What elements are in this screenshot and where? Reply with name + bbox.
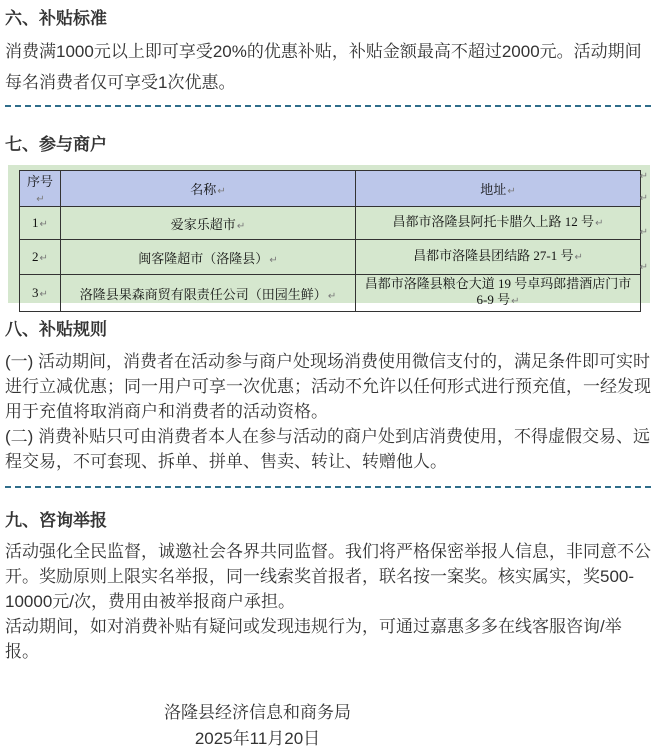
paragraph-mark-icon: ↵: [327, 290, 337, 302]
paragraph-mark-icon: ↵: [639, 193, 648, 204]
paragraph-mark-icon: ↵: [39, 253, 48, 264]
cell-text: 闽客隆超市（洛隆县）: [138, 250, 269, 266]
section-heading-rules: 八、补贴规则: [5, 320, 107, 339]
paragraph-mark-icon: ↵: [269, 254, 278, 266]
column-header-name: [61, 171, 356, 207]
cell-merchant-address: [356, 275, 641, 312]
issue-date: 2025年11月20日: [194, 729, 321, 748]
cell-text: 1: [32, 215, 39, 230]
cell-text: 爱家乐超市: [170, 216, 236, 232]
column-header-label: 地址: [480, 182, 507, 197]
cell-text: 2: [32, 249, 39, 264]
cell-merchant-name: [61, 207, 356, 240]
paragraph-mark-icon: ↵: [639, 262, 648, 273]
paragraph-mark-icon: ↵: [39, 219, 48, 230]
paragraph-mark-icon: ↵: [595, 218, 604, 229]
cell-index: [20, 275, 61, 312]
issuing-organization: 洛隆县经济信息和商务局: [164, 703, 351, 722]
column-header-address: [356, 171, 641, 207]
cell-merchant-name: [61, 240, 356, 275]
paragraph-mark-icon: ↵: [39, 289, 48, 300]
paragraph-mark-icon: ↵: [639, 171, 648, 182]
merchant-table-block: [8, 165, 650, 307]
cell-merchant-address: [356, 207, 641, 240]
signature-block: [5, 700, 510, 752]
paragraph-mark-icon: ↵: [217, 186, 226, 197]
cell-index: [20, 240, 61, 275]
cell-text: 3: [32, 285, 39, 300]
paragraph-mark-icon: ↵: [574, 252, 583, 263]
subsidy-standard-paragraph: 消费满1000元以上即可享受20%的优惠补贴，补贴金额最高不超过2000元。活动期间每名消费者仅可享受1次优惠。: [5, 42, 642, 92]
paragraph-mark-icon: ↵: [511, 296, 520, 307]
cell-text: 昌都市洛隆县粮仓大道 19 号卓玛郎措酒店门市 6-9 号: [364, 276, 632, 307]
report-paragraph-2: 活动期间，如对消费补贴有疑问或发现违规行为，可通过嘉惠多多在线客服咨询/举报。: [5, 617, 622, 661]
cell-index: [20, 207, 61, 240]
paragraph-mark-icon: ↵: [507, 186, 516, 197]
cell-merchant-address: [356, 240, 641, 275]
paragraph-mark-icon: ↵: [36, 194, 45, 205]
rules-paragraph-2: (二) 消费补贴只可由消费者本人在参与活动的商户处到店消费使用，不得虚假交易、远程交易，不可套现、拆单、拼单、售卖、转让、转赠他人。: [5, 427, 651, 471]
column-header-label: 序号: [26, 174, 53, 189]
report-paragraph-1: 活动强化全民监督，诚邀社会各界共同监督。我们将严格保密举报人信息，非同意不公开。奖励原则上限实名举报，同一线索奖首报者，联名按一案奖。核实属实，奖500-10000元/次，费用由被举报商户承担。: [5, 542, 651, 611]
section-heading-subsidy-standard: 六、补贴标准: [5, 9, 107, 28]
dashed-divider: [5, 105, 651, 107]
dashed-divider: [5, 486, 651, 488]
cell-merchant-name: [61, 275, 356, 312]
cell-text: 昌都市洛隆县团结路 27-1 号: [413, 248, 574, 263]
rules-paragraph-1: (一) 活动期间，消费者在活动参与商户处现场消费使用微信支付的，满足条件即可实时进行立减优惠；同一用户可享一次优惠；活动不允许以任何形式进行预充值，一经发现用于充值将取消商户和消费者的活动资格。: [5, 352, 651, 421]
table-row: [20, 207, 641, 240]
merchant-table: [19, 170, 641, 312]
cell-text: 昌都市洛隆县阿托卡腊久上路 12 号: [392, 214, 595, 229]
paragraph-mark-icon: ↵: [236, 220, 246, 232]
column-header-index: [20, 171, 61, 207]
section-heading-merchants: 七、参与商户: [5, 135, 107, 154]
table-row: [20, 275, 641, 312]
table-header-row: [20, 171, 641, 207]
table-row: [20, 240, 641, 275]
paragraph-mark-icon: ↵: [639, 227, 648, 238]
cell-text: 洛隆县果森商贸有限责任公司（田园生鲜）: [79, 286, 327, 302]
section-heading-report: 九、咨询举报: [5, 511, 107, 530]
column-header-label: 名称: [190, 182, 217, 197]
